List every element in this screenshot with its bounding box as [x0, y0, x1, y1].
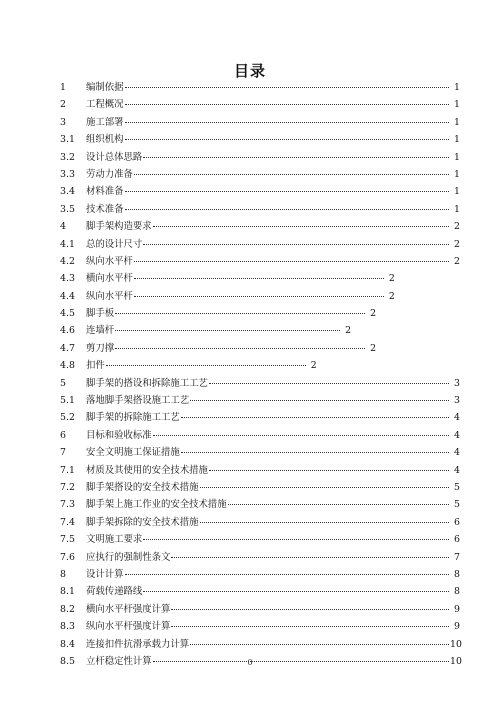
toc-page-number: 6 — [454, 516, 460, 528]
toc-number: 8 — [60, 568, 66, 580]
dot-leader — [134, 277, 384, 279]
toc-page-number: 2 — [454, 255, 460, 267]
toc-entry[interactable] — [60, 288, 460, 305]
toc-entry[interactable] — [60, 514, 460, 531]
toc-label: 脚手架拆除的安全技术措施 — [86, 516, 199, 528]
toc-entry[interactable] — [60, 636, 460, 653]
toc-page-number: 2 — [370, 342, 377, 354]
toc-page-number: 3 — [454, 377, 460, 389]
dot-leader — [143, 590, 449, 592]
dot-leader — [190, 399, 449, 401]
page-number-footer: 0 — [247, 658, 253, 667]
toc-number: 2 — [60, 99, 66, 111]
toc-number: 3.4 — [60, 186, 75, 198]
toc-number: 6 — [60, 429, 66, 441]
toc-number: 7 — [60, 447, 66, 459]
toc-number: 5.2 — [60, 412, 75, 424]
toc-label: 目标和验收标准 — [86, 429, 152, 441]
toc-label: 纵向水平杆 — [86, 255, 133, 267]
dot-leader — [228, 503, 449, 505]
toc-label: 组织机构 — [86, 134, 124, 146]
toc-page-number: 5 — [454, 481, 460, 493]
toc-entry[interactable] — [60, 166, 460, 183]
toc-page-number: 8 — [454, 586, 460, 598]
toc-page-number: 4 — [454, 429, 460, 441]
toc-entry[interactable] — [60, 96, 460, 113]
toc-page-number: 3 — [454, 395, 460, 407]
toc-entry[interactable] — [60, 601, 460, 618]
toc-page-number: 2 — [310, 360, 317, 372]
toc-number: 3.5 — [60, 203, 75, 215]
toc-entry[interactable] — [60, 566, 460, 583]
toc-entry[interactable] — [60, 322, 460, 339]
toc-label: 脚手架的搭设和拆除施工工艺 — [86, 377, 208, 389]
toc-page-number: 10 — [450, 655, 462, 667]
toc-entry[interactable] — [60, 253, 460, 270]
dot-leader — [125, 208, 449, 210]
toc-entry[interactable] — [60, 236, 460, 253]
dot-leader — [125, 86, 449, 88]
toc-label: 设计总体思路 — [86, 151, 143, 163]
toc-entry[interactable] — [60, 496, 460, 513]
dot-leader — [153, 225, 449, 227]
toc-label: 材质及其使用的安全技术措施 — [86, 464, 208, 476]
dot-leader — [190, 643, 449, 645]
toc-page-number: 1 — [454, 82, 460, 93]
toc-entry[interactable] — [60, 114, 460, 131]
toc-label: 连墙杆 — [86, 325, 115, 337]
dot-leader — [153, 434, 449, 436]
dot-leader — [209, 382, 449, 384]
toc-entry[interactable] — [60, 357, 460, 374]
toc-entry[interactable] — [60, 218, 460, 235]
toc-number: 8.4 — [60, 638, 75, 650]
toc-page-number: 1 — [454, 99, 460, 111]
toc-number: 7.1 — [60, 464, 75, 476]
toc-page-number: 9 — [454, 621, 460, 633]
dot-leader — [181, 451, 449, 453]
toc-label: 工程概况 — [86, 99, 124, 111]
toc-number: 1 — [60, 82, 66, 93]
toc-label: 荷载传递路线 — [86, 586, 143, 598]
toc-number: 4.4 — [60, 290, 75, 302]
toc-page-number: 1 — [454, 151, 460, 163]
dot-leader — [106, 364, 306, 366]
toc-page-number: 1 — [454, 134, 460, 146]
dot-leader — [134, 295, 384, 297]
toc-page-number: 2 — [388, 273, 395, 285]
toc-entry[interactable] — [60, 149, 460, 166]
toc-number: 4.2 — [60, 255, 75, 267]
toc-label: 连接扣件抗滑承载力计算 — [86, 638, 190, 650]
toc-entry[interactable] — [60, 444, 460, 461]
toc-number: 4.3 — [60, 273, 75, 285]
toc-number: 8.1 — [60, 586, 75, 598]
toc-label: 应执行的强制性条文 — [86, 551, 171, 563]
toc-entry[interactable] — [60, 375, 460, 392]
toc-label: 脚手架的拆除施工工艺 — [86, 412, 180, 424]
toc-label: 施工部署 — [86, 116, 124, 128]
dot-leader — [181, 416, 449, 418]
dot-leader — [209, 469, 449, 471]
toc-number: 7.4 — [60, 516, 75, 528]
toc-number: 5.1 — [60, 395, 75, 407]
toc-entry[interactable] — [60, 618, 460, 635]
toc-entry[interactable] — [60, 79, 460, 96]
toc-entry[interactable] — [60, 479, 460, 496]
toc-page-number: 4 — [454, 447, 460, 459]
toc-label: 劳动力准备 — [86, 168, 133, 180]
dot-leader — [143, 538, 449, 540]
dot-leader — [143, 156, 449, 158]
toc-number: 4.5 — [60, 308, 75, 320]
page-title: 目录 — [233, 62, 266, 80]
toc-entry[interactable] — [60, 583, 460, 600]
toc-page-number: 1 — [454, 116, 460, 128]
toc-entry[interactable] — [60, 531, 460, 548]
toc-page-number: 8 — [454, 568, 460, 580]
toc-entry[interactable] — [60, 549, 460, 566]
toc-entry[interactable] — [60, 131, 460, 148]
toc-page-number: 6 — [454, 534, 460, 546]
dot-leader — [125, 103, 449, 105]
toc-label: 脚手板 — [86, 308, 115, 320]
toc-label: 技术准备 — [86, 203, 124, 215]
toc-page-number: 9 — [454, 603, 460, 615]
toc-entry[interactable] — [60, 270, 460, 287]
toc-number: 4 — [60, 221, 66, 233]
toc-page-number: 4 — [454, 464, 460, 476]
toc-number: 8.5 — [60, 655, 75, 667]
toc-label: 脚手架搭设的安全技术措施 — [86, 481, 199, 493]
dot-leader — [125, 121, 449, 123]
toc-label: 扣件 — [86, 360, 105, 372]
dot-leader — [115, 347, 365, 349]
toc-number: 8.2 — [60, 603, 75, 615]
dot-leader — [134, 173, 449, 175]
toc-number: 3.1 — [60, 134, 75, 146]
toc-entry[interactable] — [60, 409, 460, 426]
toc-page-number: 10 — [450, 638, 462, 650]
dot-leader — [171, 608, 449, 610]
toc-number: 3.2 — [60, 151, 75, 163]
dot-leader — [171, 556, 449, 558]
dot-leader — [115, 329, 340, 331]
toc-page-number: 1 — [454, 168, 460, 180]
toc-label: 横向水平杆 — [86, 273, 133, 285]
toc-label: 纵向水平杆强度计算 — [86, 621, 171, 633]
toc-label: 剪刀撑 — [86, 342, 115, 354]
toc-entry[interactable] — [60, 392, 460, 409]
toc-number: 4.8 — [60, 360, 75, 372]
toc-number: 5 — [60, 377, 66, 389]
toc-page-number: 2 — [454, 238, 460, 250]
toc-label: 脚手架上施工作业的安全技术措施 — [86, 499, 227, 511]
toc-page-number: 2 — [345, 325, 352, 337]
dot-leader — [143, 243, 449, 245]
toc-label: 落地脚手架搭设施工工艺 — [86, 395, 190, 407]
dot-leader — [200, 486, 449, 488]
toc-page-number: 7 — [454, 551, 460, 563]
toc-label: 材料准备 — [86, 186, 124, 198]
toc-page-number: 4 — [454, 412, 460, 424]
toc-page-number: 2 — [370, 308, 377, 320]
toc-number: 8.3 — [60, 621, 75, 633]
toc-page-number: 2 — [388, 290, 395, 302]
toc-number: 7.6 — [60, 551, 75, 563]
toc-number: 7.5 — [60, 534, 75, 546]
toc-label: 编制依据 — [86, 82, 124, 93]
table-of-contents — [60, 79, 460, 670]
dot-leader — [171, 625, 449, 627]
dot-leader — [200, 521, 449, 523]
toc-number: 3.3 — [60, 168, 75, 180]
toc-page-number: 5 — [454, 499, 460, 511]
toc-page-number: 2 — [454, 221, 460, 233]
dot-leader — [125, 138, 449, 140]
toc-page-number: 1 — [454, 186, 460, 198]
toc-entry[interactable] — [60, 462, 460, 479]
dot-leader — [115, 312, 365, 314]
dot-leader — [125, 573, 449, 575]
toc-number: 7.2 — [60, 481, 75, 493]
dot-leader — [134, 260, 449, 262]
toc-entry[interactable] — [60, 201, 460, 218]
toc-label: 总的设计尺寸 — [86, 238, 143, 250]
toc-number: 7.3 — [60, 499, 75, 511]
toc-entry[interactable] — [60, 427, 460, 444]
toc-number: 3 — [60, 116, 66, 128]
toc-number: 4.6 — [60, 325, 75, 337]
toc-entry[interactable] — [60, 183, 460, 200]
toc-label: 横向水平杆强度计算 — [86, 603, 171, 615]
toc-label: 安全文明施工保证措施 — [86, 447, 180, 459]
toc-label: 纵向水平杆 — [86, 290, 133, 302]
toc-entry[interactable] — [60, 340, 460, 357]
toc-label: 立杆稳定性计算 — [86, 655, 152, 667]
toc-number: 4.1 — [60, 238, 75, 250]
toc-number: 4.7 — [60, 342, 75, 354]
toc-page-number: 1 — [454, 203, 460, 215]
dot-leader — [125, 190, 449, 192]
toc-label: 文明施工要求 — [86, 534, 143, 546]
toc-label: 脚手架构造要求 — [86, 221, 152, 233]
toc-entry[interactable] — [60, 305, 460, 322]
toc-label: 设计计算 — [86, 568, 124, 580]
